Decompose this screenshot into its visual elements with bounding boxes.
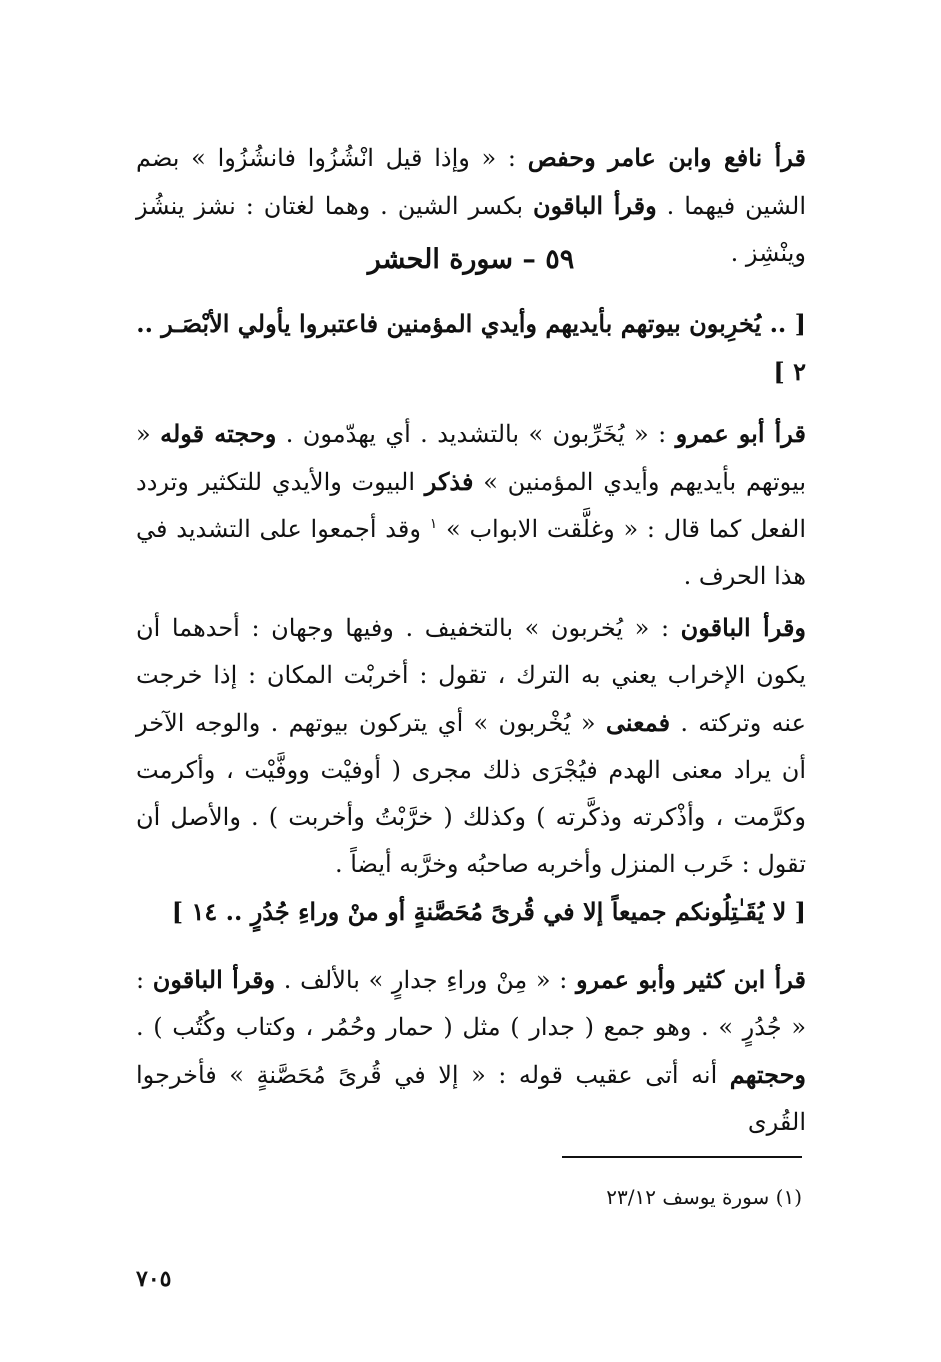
- hujja-label: وحجته قوله: [160, 419, 277, 448]
- hujja-label: وحجتهم: [729, 1060, 806, 1089]
- reader-names: قرأ ابن كثير وأبو عمرو: [575, 965, 807, 994]
- paragraph-text: : « يُخربون » بالتخفيف . وفيها وجهان : أحدهما أن يكون الإخراب يعني به الترك ، تقول : أخربْت المكان : إذا خرجت عنه وتركته .: [136, 614, 806, 737]
- verse-yukhribun: [136, 300, 806, 396]
- paragraph-text: : « يُخَرِّبون » بالتشديد . أي يهدّمون .: [276, 420, 676, 448]
- paragraph-text: « بيوتهم بأيديهم وأيدي المؤمنين »: [136, 420, 806, 496]
- paragraph-baqun-takhfif: [136, 604, 806, 888]
- paragraph-text: : « جُدُرٍ » . وهو جمع ( جدار ) مثل ( حمار وحُمُر ، وكتاب وكُتُب ) .: [136, 966, 806, 1041]
- dhakar-label: فذكر: [424, 467, 474, 496]
- others-label: وقرأ الباقون: [533, 191, 657, 220]
- reader-names: قرأ نافع وابن عامر وحفص: [527, 143, 807, 172]
- paragraph-text: أنه أتى عقيب قوله : « إلا في قُرىً مُحَصَّنةٍ » فأخرجوا القُرى: [136, 1061, 806, 1136]
- paragraph-abu-amr: [136, 410, 806, 600]
- paragraph-text: : « وإذا قيل انْشُزُوا فانشُزُوا » بضم الشين فيهما .: [136, 144, 806, 220]
- verse-number: ٢ ]: [773, 357, 806, 386]
- footnote-marker[interactable]: ١: [429, 516, 438, 532]
- paragraph-jidar: [136, 956, 806, 1146]
- page-number: ٧٠٥: [136, 1266, 172, 1292]
- reader-names: قرأ أبو عمرو: [675, 419, 807, 448]
- verse-line: [ .. يُخرِبون بيوتهم بأيديهم وأيدي المؤمنين فاعتبروا يأولي الأبْصَـر ..: [136, 309, 806, 338]
- paragraph-text: بكسر الشين . وهما لغتان : نشز ينشُز وينْشِز .: [136, 192, 806, 267]
- paragraph-text: البيوت والأيدي للتكثير وتردد الفعل كما قال : « وغلَّقت الابواب »: [136, 468, 806, 543]
- surah-heading: ٥٩ – سورة الحشر: [367, 244, 575, 275]
- paragraph-text: : « مِنْ وراءِ جدارٍ » بالألف .: [275, 966, 576, 994]
- paragraph-text: وقد أجمعوا على التشديد في هذا الحرف .: [136, 515, 806, 590]
- footnote: (١) سورة يوسف ٢٣/١٢: [606, 1185, 802, 1209]
- footnote-divider: [562, 1156, 802, 1158]
- paragraph-text: « يُخْربون » أي يتركون بيوتهم . والوجه الآخر أن يراد معنى الهدم فيُجْرَى ذلك مجرى ( أوفيْت ووفَّيْت ، وأكرمت وكرَّمت ، وأذْكرته وذكَّرته ) وكذلك ( خرَّبْتُ وأخربت ) . والأصل أن تقول : خَرب المنزل وأخربه صاحبُه وخرَّبه أيضاً .: [136, 709, 806, 878]
- others-label: وقرأ الباقون: [152, 965, 276, 994]
- others-label: وقرأ الباقون: [680, 613, 807, 642]
- mana-label: فمعنى: [605, 708, 671, 737]
- verse-la-yuqatilunakum: [ لا يُقَـٰتِلُونكم جميعاً إلا في قُرىً مُحَصَّنةٍ أو منْ وراءِ جُدُرٍ .. ١٤ ]: [171, 897, 806, 926]
